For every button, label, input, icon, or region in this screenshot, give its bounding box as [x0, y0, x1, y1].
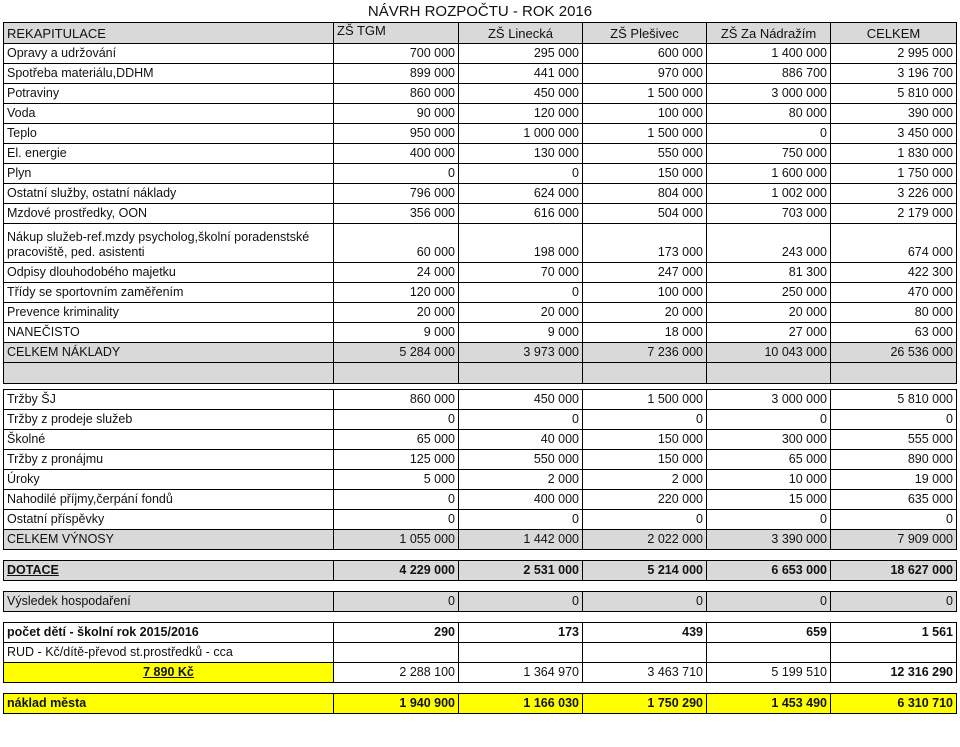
empty-cell: [459, 643, 583, 663]
value-cell: 470 000: [831, 283, 957, 303]
value-cell: 5 284 000: [334, 343, 459, 363]
value-cell: 2 531 000: [459, 561, 583, 581]
value-cell: 20 000: [459, 303, 583, 323]
table-row: [4, 124, 957, 144]
value-cell: 0: [583, 410, 707, 430]
row-label: Spotřeba materiálu,DDHM: [4, 64, 334, 84]
empty-cell: [459, 612, 583, 623]
value-cell: 173 000: [583, 224, 707, 263]
table-row: [4, 164, 957, 184]
column-header: ZŠ Plešivec: [583, 23, 707, 44]
value-cell: 0: [831, 592, 957, 612]
empty-cell: [459, 683, 583, 694]
row-label: Odpisy dlouhodobého majetku: [4, 263, 334, 283]
row-label: Opravy a udržování: [4, 44, 334, 64]
value-cell: 5 810 000: [831, 84, 957, 104]
value-cell: 0: [334, 410, 459, 430]
empty-cell: [831, 581, 957, 592]
value-cell: 0: [707, 592, 831, 612]
table-row: [4, 694, 957, 714]
value-cell: 0: [583, 510, 707, 530]
row-label: Potraviny: [4, 84, 334, 104]
row-label: Nákup služeb-ref.mzdy psycholog,školní poradenstské pracoviště, ped. asistenti: [4, 224, 334, 263]
value-cell: 422 300: [831, 263, 957, 283]
value-cell: 6 310 710: [831, 694, 957, 714]
spacer-row: [4, 581, 957, 592]
value-cell: 400 000: [334, 144, 459, 164]
table-row: [4, 623, 957, 643]
empty-cell: [831, 363, 957, 384]
row-label: NANEČISTO: [4, 323, 334, 343]
empty-cell: [334, 581, 459, 592]
empty-cell: [583, 683, 707, 694]
value-cell: 0: [707, 510, 831, 530]
value-cell: 450 000: [459, 390, 583, 410]
table-row: [4, 410, 957, 430]
value-cell: 600 000: [583, 44, 707, 64]
value-cell: 6 653 000: [707, 561, 831, 581]
value-cell: 150 000: [583, 430, 707, 450]
table-row: [4, 104, 957, 124]
row-label: Mzdové prostředky, OON: [4, 204, 334, 224]
value-cell: 439: [583, 623, 707, 643]
value-cell: 2 995 000: [831, 44, 957, 64]
row-label: Třídy se sportovním zaměřením: [4, 283, 334, 303]
value-cell: 0: [334, 592, 459, 612]
value-cell: 243 000: [707, 224, 831, 263]
value-cell: 27 000: [707, 323, 831, 343]
table-row: [4, 144, 957, 164]
row-label: Ostatní příspěvky: [4, 510, 334, 530]
empty-cell: [707, 581, 831, 592]
value-cell: 1 055 000: [334, 530, 459, 550]
value-cell: 5 000: [334, 470, 459, 490]
table-row: [4, 224, 957, 263]
value-cell: 20 000: [583, 303, 707, 323]
value-cell: 100 000: [583, 104, 707, 124]
table-row: [4, 263, 957, 283]
empty-cell: [583, 581, 707, 592]
row-label: Tržby z prodeje služeb: [4, 410, 334, 430]
empty-cell: [334, 612, 459, 623]
value-cell: 804 000: [583, 184, 707, 204]
table-row: [4, 430, 957, 450]
table-row: [4, 510, 957, 530]
value-cell: 0: [831, 410, 957, 430]
empty-cell: [459, 363, 583, 384]
value-cell: 2 022 000: [583, 530, 707, 550]
value-cell: 295 000: [459, 44, 583, 64]
table-row: [4, 530, 957, 550]
empty-cell: [4, 363, 334, 384]
value-cell: 300 000: [707, 430, 831, 450]
column-header: ZŠ Linecká: [459, 23, 583, 44]
column-header: ZŠ Za Nádražím: [707, 23, 831, 44]
value-cell: 635 000: [831, 490, 957, 510]
value-cell: 624 000: [459, 184, 583, 204]
value-cell: 0: [707, 410, 831, 430]
header-label: REKAPITULACE: [4, 23, 334, 44]
row-label: Úroky: [4, 470, 334, 490]
empty-cell: [4, 683, 334, 694]
value-cell: 2 000: [459, 470, 583, 490]
empty-cell: [831, 643, 957, 663]
value-cell: 247 000: [583, 263, 707, 283]
value-cell: 15 000: [707, 490, 831, 510]
row-label: CELKEM VÝNOSY: [4, 530, 334, 550]
value-cell: 0: [334, 510, 459, 530]
value-cell: 1 500 000: [583, 84, 707, 104]
value-cell: 1 000 000: [459, 124, 583, 144]
value-cell: 9 000: [334, 323, 459, 343]
value-cell: 1 400 000: [707, 44, 831, 64]
value-cell: 125 000: [334, 450, 459, 470]
value-cell: 1 453 490: [707, 694, 831, 714]
value-cell: 3 000 000: [707, 390, 831, 410]
empty-cell: [4, 550, 334, 561]
value-cell: 120 000: [334, 283, 459, 303]
empty-cell: [4, 581, 334, 592]
value-cell: 390 000: [831, 104, 957, 124]
value-cell: 150 000: [583, 164, 707, 184]
value-cell: 0: [583, 592, 707, 612]
value-cell: 950 000: [334, 124, 459, 144]
empty-cell: [831, 550, 957, 561]
row-label: Nahodilé příjmy,čerpání fondů: [4, 490, 334, 510]
value-cell: 441 000: [459, 64, 583, 84]
row-label: náklad města: [4, 694, 334, 714]
empty-cell: [583, 612, 707, 623]
value-cell: 970 000: [583, 64, 707, 84]
empty-cell: [459, 550, 583, 561]
value-cell: 40 000: [459, 430, 583, 450]
table-row: [4, 450, 957, 470]
value-cell: 173: [459, 623, 583, 643]
value-cell: 2 179 000: [831, 204, 957, 224]
value-cell: 356 000: [334, 204, 459, 224]
value-cell: 26 536 000: [831, 343, 957, 363]
value-cell: 1 750 290: [583, 694, 707, 714]
table-row: [4, 283, 957, 303]
value-cell: 90 000: [334, 104, 459, 124]
empty-cell: [459, 581, 583, 592]
value-cell: 5 199 510: [707, 663, 831, 683]
row-label: El. energie: [4, 144, 334, 164]
empty-cell: [334, 550, 459, 561]
value-cell: 65 000: [707, 450, 831, 470]
value-cell: 3 973 000: [459, 343, 583, 363]
table-row: [4, 643, 957, 663]
value-cell: 616 000: [459, 204, 583, 224]
table-row: [4, 323, 957, 343]
value-cell: 450 000: [459, 84, 583, 104]
value-cell: 81 300: [707, 263, 831, 283]
value-cell: 7 909 000: [831, 530, 957, 550]
value-cell: 2 288 100: [334, 663, 459, 683]
value-cell: 10 043 000: [707, 343, 831, 363]
table-row: [4, 490, 957, 510]
value-cell: 20 000: [707, 303, 831, 323]
empty-cell: [334, 683, 459, 694]
value-cell: 1 364 970: [459, 663, 583, 683]
row-label: Prevence kriminality: [4, 303, 334, 323]
value-cell: 0: [459, 592, 583, 612]
value-cell: 886 700: [707, 64, 831, 84]
value-cell: 0: [707, 124, 831, 144]
value-cell: 70 000: [459, 263, 583, 283]
empty-cell: [831, 612, 957, 623]
table-row: [4, 204, 957, 224]
row-label: Ostatní služby, ostatní náklady: [4, 184, 334, 204]
value-cell: 1 600 000: [707, 164, 831, 184]
table-row: [4, 592, 957, 612]
value-cell: 80 000: [831, 303, 957, 323]
column-header: CELKEM: [831, 23, 957, 44]
value-cell: 60 000: [334, 224, 459, 263]
value-cell: 860 000: [334, 84, 459, 104]
value-cell: 1 166 030: [459, 694, 583, 714]
value-cell: 3 390 000: [707, 530, 831, 550]
spacer-row: [4, 550, 957, 561]
row-label: RUD - Kč/dítě-převod st.prostředků - cca: [4, 643, 334, 663]
value-cell: 796 000: [334, 184, 459, 204]
empty-cell: [4, 612, 334, 623]
value-cell: 0: [459, 164, 583, 184]
empty-cell: [707, 612, 831, 623]
empty-cell: [707, 683, 831, 694]
value-cell: 2 000: [583, 470, 707, 490]
row-label: Tržby z pronájmu: [4, 450, 334, 470]
table-row: [4, 84, 957, 104]
table-row: [4, 663, 957, 683]
empty-cell: [583, 550, 707, 561]
value-cell: 220 000: [583, 490, 707, 510]
value-cell: 1 830 000: [831, 144, 957, 164]
value-cell: 1 561: [831, 623, 957, 643]
value-cell: 0: [334, 490, 459, 510]
value-cell: 550 000: [583, 144, 707, 164]
spacer-row: [4, 363, 957, 384]
value-cell: 504 000: [583, 204, 707, 224]
empty-cell: [334, 363, 459, 384]
empty-cell: [831, 683, 957, 694]
empty-cell: [707, 643, 831, 663]
value-cell: 1 750 000: [831, 164, 957, 184]
value-cell: 703 000: [707, 204, 831, 224]
value-cell: 150 000: [583, 450, 707, 470]
value-cell: 80 000: [707, 104, 831, 124]
value-cell: 3 196 700: [831, 64, 957, 84]
value-cell: 10 000: [707, 470, 831, 490]
column-header: ZŠ TGM: [334, 23, 459, 44]
row-label: Výsledek hospodaření: [4, 592, 334, 612]
value-cell: 400 000: [459, 490, 583, 510]
value-cell: 1 442 000: [459, 530, 583, 550]
value-cell: 860 000: [334, 390, 459, 410]
row-label: počet dětí - školní rok 2015/2016: [4, 623, 334, 643]
value-cell: 290: [334, 623, 459, 643]
value-cell: 130 000: [459, 144, 583, 164]
sheet-title: NÁVRH ROZPOČTU - ROK 2016: [367, 3, 593, 20]
empty-cell: [707, 550, 831, 561]
empty-cell: [334, 643, 459, 663]
value-cell: 198 000: [459, 224, 583, 263]
budget-table: [3, 22, 957, 714]
row-label: Školné: [4, 430, 334, 450]
empty-cell: [583, 363, 707, 384]
value-cell: 1 500 000: [583, 124, 707, 144]
row-label: Plyn: [4, 164, 334, 184]
value-cell: 0: [831, 510, 957, 530]
value-cell: 3 450 000: [831, 124, 957, 144]
table-row: [4, 390, 957, 410]
value-cell: 0: [459, 410, 583, 430]
value-cell: 18 627 000: [831, 561, 957, 581]
value-cell: 100 000: [583, 283, 707, 303]
value-cell: 0: [334, 164, 459, 184]
table-row: [4, 470, 957, 490]
value-cell: 1 500 000: [583, 390, 707, 410]
value-cell: 4 229 000: [334, 561, 459, 581]
value-cell: 555 000: [831, 430, 957, 450]
value-cell: 63 000: [831, 323, 957, 343]
empty-cell: [583, 643, 707, 663]
value-cell: 750 000: [707, 144, 831, 164]
value-cell: 550 000: [459, 450, 583, 470]
value-cell: 18 000: [583, 323, 707, 343]
value-cell: 5 810 000: [831, 390, 957, 410]
value-cell: 120 000: [459, 104, 583, 124]
value-cell: 659: [707, 623, 831, 643]
row-label: Voda: [4, 104, 334, 124]
table-row: [4, 184, 957, 204]
value-cell: 24 000: [334, 263, 459, 283]
table-row: [4, 343, 957, 363]
value-cell: 674 000: [831, 224, 957, 263]
value-cell: 0: [459, 510, 583, 530]
empty-cell: [707, 363, 831, 384]
value-cell: 7 236 000: [583, 343, 707, 363]
value-cell: 19 000: [831, 470, 957, 490]
table-row: [4, 64, 957, 84]
rud-rate-cell: 7 890 Kč: [4, 663, 334, 683]
table-row: [4, 303, 957, 323]
value-cell: 1 002 000: [707, 184, 831, 204]
value-cell: 12 316 290: [831, 663, 957, 683]
row-label: CELKEM NÁKLADY: [4, 343, 334, 363]
spacer-row: [4, 612, 957, 623]
value-cell: 890 000: [831, 450, 957, 470]
row-label: Tržby ŠJ: [4, 390, 334, 410]
header-row: [4, 23, 957, 44]
value-cell: 3 000 000: [707, 84, 831, 104]
value-cell: 899 000: [334, 64, 459, 84]
value-cell: 3 226 000: [831, 184, 957, 204]
value-cell: 1 940 900: [334, 694, 459, 714]
table-row: [4, 561, 957, 581]
spacer-row: [4, 683, 957, 694]
value-cell: 700 000: [334, 44, 459, 64]
value-cell: 65 000: [334, 430, 459, 450]
value-cell: 5 214 000: [583, 561, 707, 581]
row-label: Teplo: [4, 124, 334, 144]
value-cell: 0: [459, 283, 583, 303]
table-row: [4, 44, 957, 64]
row-label: DOTACE: [4, 561, 334, 581]
value-cell: 250 000: [707, 283, 831, 303]
value-cell: 20 000: [334, 303, 459, 323]
value-cell: 9 000: [459, 323, 583, 343]
value-cell: 3 463 710: [583, 663, 707, 683]
